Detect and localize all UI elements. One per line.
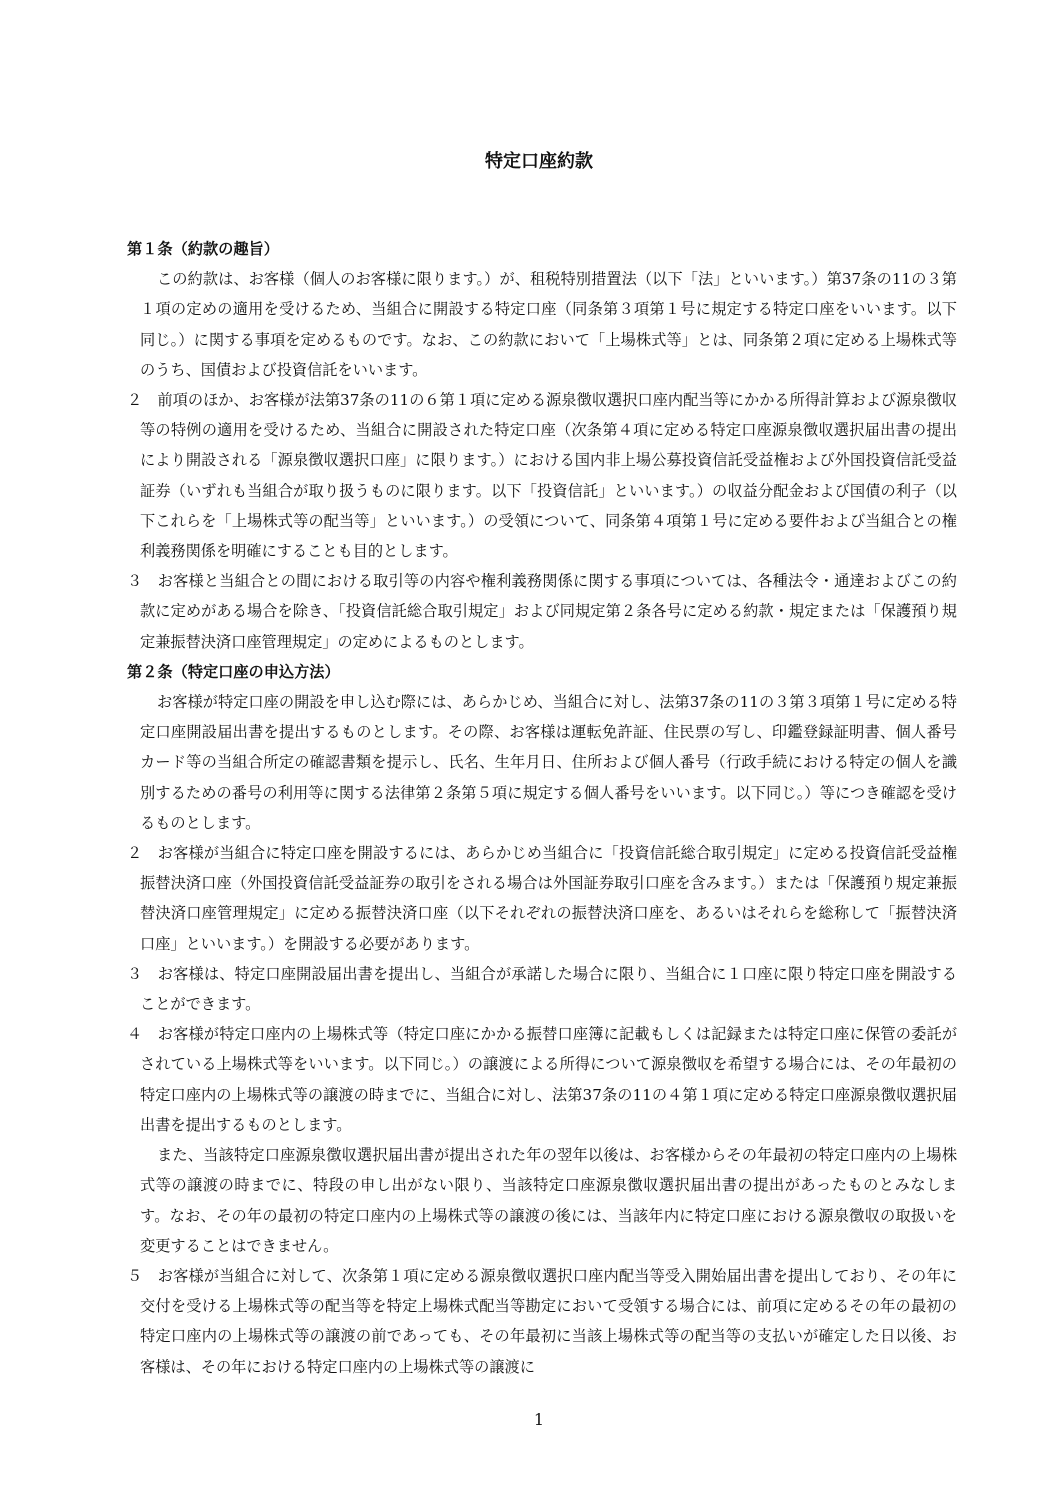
article-paragraph: お客様が特定口座の開設を申し込む際には、あらかじめ、当組合に対し、法第37条の11の３第３項第１号に定める特定口座開設届出書を提出するものとします。その際、お客様は運転免許証、住民票の写し、印鑑登録証明書、個人番号カード等の当組合所定の確認書類を提示し、氏名、生年月日、住所および個人番号（行政手続における特定の個人を識別するための番号の利用等に関する法律第２条第５項に規定する個人番号をいいます。以下同じ。）等につき確認を受けるものとします。 — [140, 693, 957, 832]
article-heading: 第２条（特定口座の申込方法） — [127, 662, 340, 681]
article-paragraph: ３ お客様は、特定口座開設届出書を提出し、当組合が承諾した場合に限り、当組合に１口座に限り特定口座を開設することができます。 — [127, 964, 957, 1014]
article-paragraph: ２ 前項のほか、お客様が法第37条の11の６第１項に定める源泉徴収選択口座内配当等にかかる所得計算および源泉徴収等の特例の適用を受けるため、当組合に開設された特定口座（次条第４項に定める特定口座源泉徴収選択届出書の提出により開設される「源泉徴収選択口座」に限ります。）における国内非上場公募投資信託受益権および外国投資信託受益証券（いずれも当組合が取り扱うものに限ります。以下「投資信託」といいます。）の収益分配金および国債の利子（以下これらを「上場株式等の配当等」といいます。）の受領について、同条第４項第１号に定める要件および当組合との権利義務関係を明確にすることも目的とします。 — [127, 391, 957, 561]
page-number: 1 — [533, 1410, 545, 1429]
article-2 — [127, 657, 957, 1382]
document-body — [127, 234, 957, 1382]
article-heading: 第１条（約款の趣旨） — [127, 240, 279, 258]
article-paragraph: ２ お客様が当組合に特定口座を開設するには、あらかじめ当組合に「投資信託総合取引規定」に定める投資信託受益権振替決済口座（外国投資信託受益証券の取引をされる場合は外国証券取引口座を含みます。）または「保護預り規定兼振替決済口座管理規定」に定める振替決済口座（以下それぞれの振替決済口座を、あるいはそれらを総称して「振替決済口座」といいます。）を開設する必要があります。 — [127, 844, 957, 953]
article-paragraph: ５ お客様が当組合に対して、次条第１項に定める源泉徴収選択口座内配当等受入開始届出書を提出しており、その年に交付を受ける上場株式等の配当等を特定上場株式配当等勘定において受領する場合には、前項に定めるその年の最初の特定口座内の上場株式等の譲渡の前であっても、その年最初に当該上場株式等の配当等の支払いが確定した日以後、お客様は、その年における特定口座内の上場株式等の譲渡に — [127, 1266, 957, 1376]
article-paragraph: また、当該特定口座源泉徴収選択届出書が提出された年の翌年以後は、お客様からその年最初の特定口座内の上場株式等の譲渡の時までに、特段の申し出がない限り、当該特定口座源泉徴収選択届出書の提出があったものとみなします。なお、その年の最初の特定口座内の上場株式等の譲渡の後には、当該年内に特定口座における源泉徴収の取扱いを変更することはできません。 — [140, 1146, 957, 1255]
article-1 — [127, 234, 957, 657]
article-paragraph: ４ お客様が特定口座内の上場株式等（特定口座にかかる振替口座簿に記載もしくは記録または特定口座に保管の委託がされている上場株式等をいいます。以下同じ。）の譲渡による所得について源泉徴収を希望する場合には、その年最初の特定口座内の上場株式等の譲渡の時までに、当組合に対し、法第37条の11の４第１項に定める特定口座源泉徴収選択届出書を提出するものとします。 — [127, 1025, 957, 1134]
page-title: 特定口座約款 — [485, 151, 593, 172]
article-paragraph: この約款は、お客様（個人のお客様に限ります。）が、租税特別措置法（以下「法」といいます。）第37条の11の３第１項の定めの適用を受けるため、当組合に開設する特定口座（同条第３項第１号に規定する特定口座をいいます。以下同じ。）に関する事項を定めるものです。なお、この約款において「上場株式等」とは、同条第２項に定める上場株式等のうち、国債および投資信託をいいます。 — [140, 270, 957, 379]
article-paragraph: ３ お客様と当組合との間における取引等の内容や権利義務関係に関する事項については、各種法令・通達およびこの約款に定めがある場合を除き、「投資信託総合取引規定」および同規定第２条各号に定める約款・規定または「保護預り規定兼振替決済口座管理規定」の定めによるものとします。 — [127, 572, 957, 651]
